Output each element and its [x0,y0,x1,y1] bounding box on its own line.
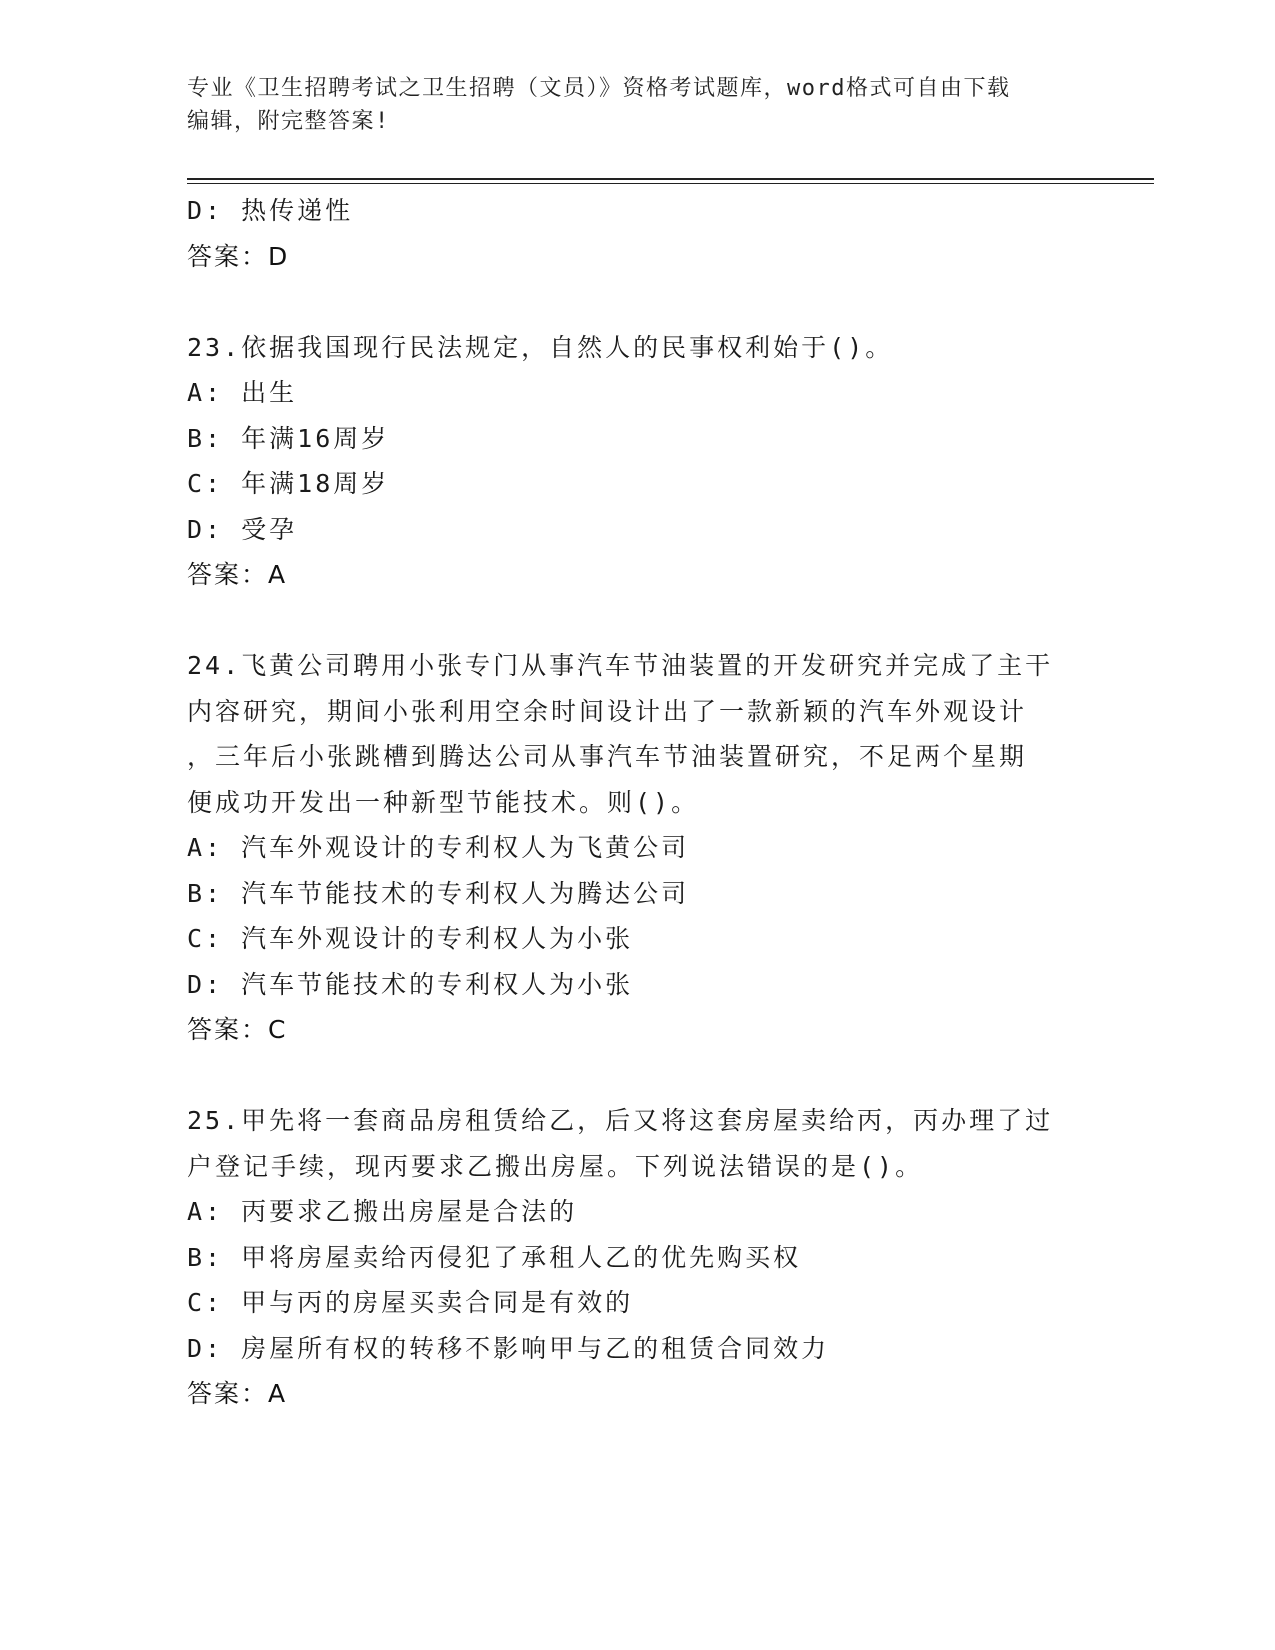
document-header [187,72,1067,138]
question-23-option-b: B: 年满16周岁 [187,423,390,453]
question-25-answer: 答案：A [187,1379,288,1408]
question-24-stem-line-1: 24.飞黄公司聘用小张专门从事汽车节油装置的开发研究并完成了主干 [187,651,1054,680]
question-25-option-b: B: 甲将房屋卖给丙侵犯了承租人乙的优先购买权 [187,1242,802,1272]
question-25-stem-line-1: 25.甲先将一套商品房租赁给乙，后又将这套房屋卖给丙，丙办理了过 [187,1106,1054,1135]
question-25-stem-line-2: 户登记手续，现丙要求乙搬出房屋。下列说法错误的是()。 [187,1151,924,1181]
question-24-option-c: C: 汽车外观设计的专利权人为小张 [187,924,634,953]
question-24-answer: 答案：C [187,1015,288,1044]
spacer [187,279,1087,325]
header-line-1: 专业《卫生招聘考试之卫生招聘（文员）》资格考试题库，word格式可自由下载 [187,76,1011,101]
question-content [187,188,1087,1417]
question-23-option-a: A: 出生 [187,378,298,407]
header-rule-thick [187,178,1154,180]
question-23 [187,325,1087,598]
spacer [187,1053,1087,1099]
question-24-stem-line-4: 便成功开发出一种新型节能技术。则()。 [187,787,700,817]
question-23-option-c: C: 年满18周岁 [187,469,390,498]
question-24 [187,643,1087,1053]
question-23-stem: 23.依据我国现行民法规定，自然人的民事权利始于()。 [187,332,894,362]
prev-answer: 答案：D [187,241,290,271]
question-25-option-c: C: 甲与丙的房屋买卖合同是有效的 [187,1288,634,1317]
header-rule-thin [187,183,1154,184]
question-24-stem-line-2: 内容研究，期间小张利用空余时间设计出了一款新颖的汽车外观设计 [187,696,1028,726]
question-24-option-b: B: 汽车节能技术的专利权人为腾达公司 [187,878,690,908]
question-25 [187,1098,1087,1417]
question-24-stem-line-3: ，三年后小张跳槽到腾达公司从事汽车节油装置研究，不足两个星期 [187,742,1028,771]
question-24-option-a: A: 汽车外观设计的专利权人为飞黄公司 [187,833,690,862]
prev-option-d: D: 热传递性 [187,196,354,225]
question-23-answer: 答案：A [187,560,288,589]
question-23-option-d: D: 受孕 [187,514,298,544]
question-24-option-d: D: 汽车节能技术的专利权人为小张 [187,969,634,999]
question-25-option-d: D: 房屋所有权的转移不影响甲与乙的租赁合同效力 [187,1333,830,1363]
header-line-2: 编辑，附完整答案! [187,109,390,134]
question-25-option-a: A: 丙要求乙搬出房屋是合法的 [187,1197,578,1226]
spacer [187,598,1087,644]
